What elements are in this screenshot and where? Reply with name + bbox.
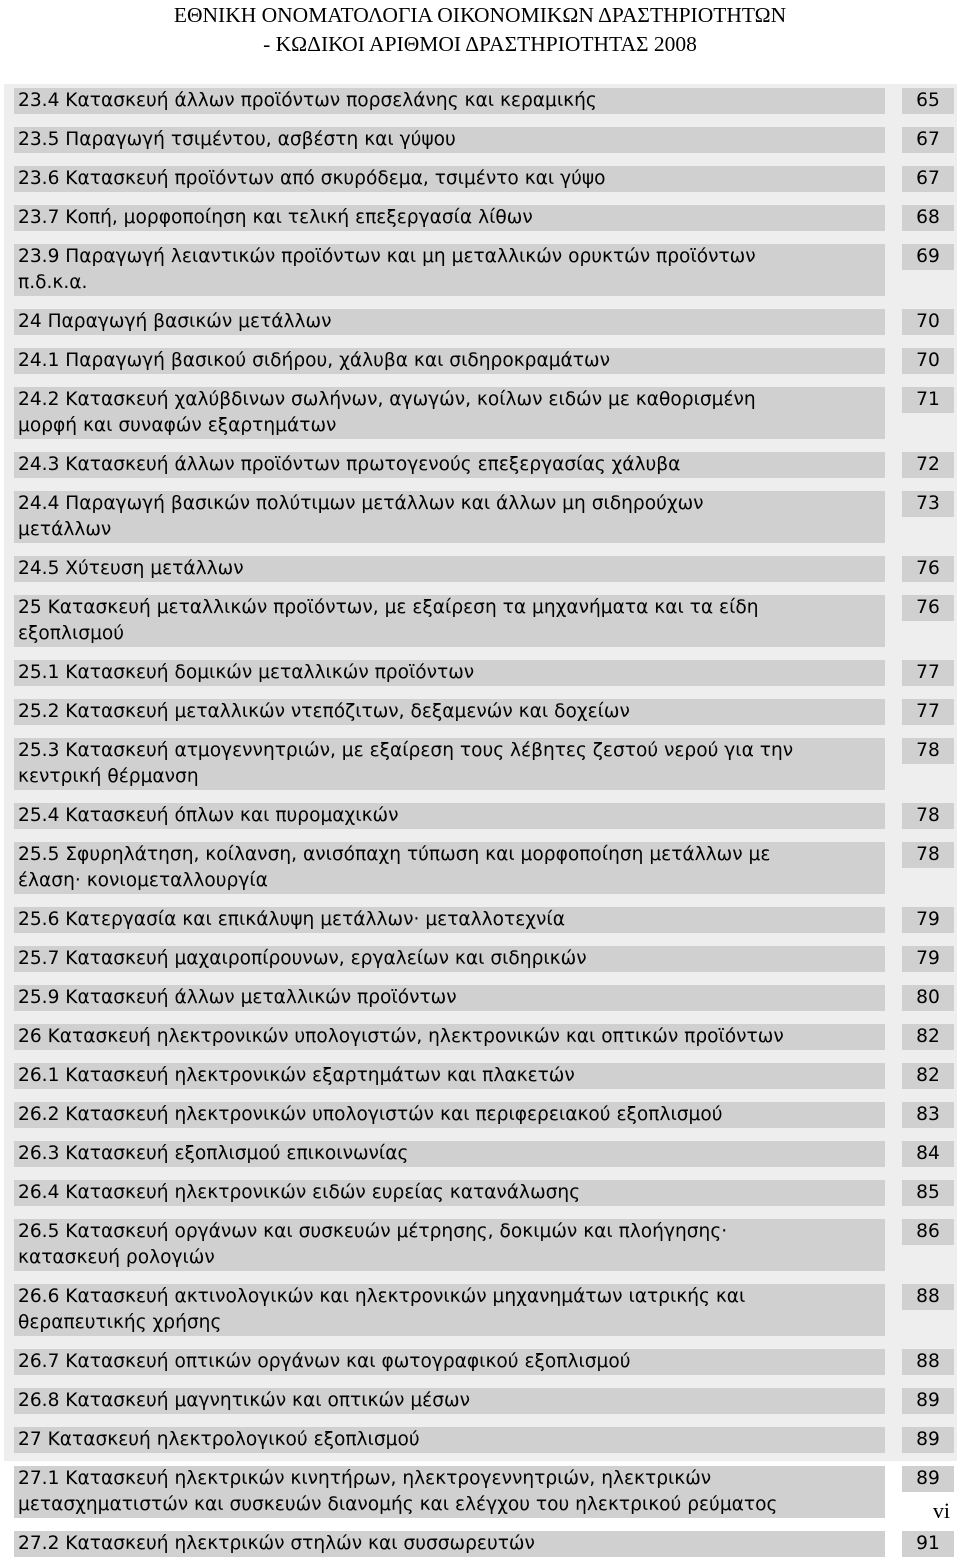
toc-entry-title (14, 127, 885, 153)
toc-entry-title-line: 26.4 Κατασκευή ηλεκτρονικών ειδών ευρείας κατανάλωσης (18, 1182, 581, 1203)
toc-entry-title-line: κατασκευή ρολογιών (18, 1247, 215, 1268)
toc-entry-page: 78 (902, 803, 954, 829)
toc-entry-title-line: 25.1 Κατασκευή δομικών μεταλλικών προϊόντων (18, 662, 475, 683)
toc-entry-title (14, 1180, 885, 1206)
toc-entry-title (14, 1427, 885, 1453)
toc-entry-title (14, 907, 885, 933)
toc-entry-page: 78 (902, 738, 954, 764)
toc-entry[interactable] (14, 491, 954, 543)
toc-entry-title-line: 26.7 Κατασκευή οπτικών οργάνων και φωτογραφικού εξοπλισμού (18, 1351, 631, 1372)
toc-entry-title (14, 348, 885, 374)
toc-entry-page: 83 (902, 1102, 954, 1128)
toc-entry[interactable] (14, 1531, 954, 1557)
toc-entry[interactable] (14, 1024, 954, 1050)
toc-entry-title-line: 25.5 Σφυρηλάτηση, κοίλανση, ανισόπαχη τύπωση και μορφοποίηση μετάλλων με (18, 844, 771, 865)
toc-entry-title-line: 24.2 Κατασκευή χαλύβδινων σωλήνων, αγωγών, κοίλων ειδών με καθορισμένη (18, 389, 756, 410)
toc-entry-title (14, 1024, 885, 1050)
toc-entry-title-line: 26.6 Κατασκευή ακτινολογικών και ηλεκτρονικών μηχανημάτων ιατρικής και (18, 1286, 746, 1307)
running-header (0, 0, 960, 62)
header-title: ΕΘΝΙΚΗ ΟΝΟΜΑΤΟΛΟΓΙΑ ΟΙΚΟΝΟΜΙΚΩΝ ΔΡΑΣΤΗΡΙΟΤΗΤΩΝ (173, 3, 787, 27)
toc-entry[interactable] (14, 1427, 954, 1453)
toc-entry[interactable] (14, 842, 954, 894)
toc-entry[interactable] (14, 309, 954, 335)
toc-entry[interactable] (14, 907, 954, 933)
toc-entry-page: 89 (902, 1466, 954, 1492)
toc-entry-title-line: 23.4 Κατασκευή άλλων προϊόντων πορσελάνης και κεραμικής (18, 90, 597, 111)
toc-entry-title (14, 699, 885, 725)
toc-entry-page: 77 (902, 660, 954, 686)
toc-entry-title-line: εξοπλισμού (18, 623, 125, 644)
toc-entry-title (14, 1349, 885, 1375)
toc-entry-page: 89 (902, 1427, 954, 1453)
toc-entry-title-line: 25.9 Κατασκευή άλλων μεταλλικών προϊόντων (18, 987, 457, 1008)
toc-entry[interactable] (14, 127, 954, 153)
toc-entry-title-line: θεραπευτικής χρήσης (18, 1312, 222, 1333)
toc-entry-title-line: μετασχηματιστών και συσκευών διανομής και ελέγχου του ηλεκτρικού ρεύματος (18, 1494, 778, 1515)
toc-entry-title-line: 26.1 Κατασκευή ηλεκτρονικών εξαρτημάτων και πλακετών (18, 1065, 575, 1086)
toc-entry[interactable] (14, 1063, 954, 1089)
toc-entry-title-line: 25.3 Κατασκευή ατμογεννητριών, με εξαίρεση τους λέβητες ζεστού νερού για την (18, 740, 794, 761)
toc-entry-title (14, 660, 885, 686)
toc-entry-title-line: 27.1 Κατασκευή ηλεκτρικών κινητήρων, ηλεκτρογεννητριών, ηλεκτρικών (18, 1468, 712, 1489)
toc-entry-title-line: 25 Κατασκευή μεταλλικών προϊόντων, με εξαίρεση τα μηχανήματα και τα είδη (18, 597, 759, 618)
toc-entry-title-line: μορφή και συναφών εξαρτημάτων (18, 415, 337, 436)
toc-entry-title (14, 1102, 885, 1128)
toc-entry[interactable] (14, 738, 954, 790)
toc-entry-title-line: 24.4 Παραγωγή βασικών πολύτιμων μετάλλων και άλλων μη σιδηρούχων (18, 493, 704, 514)
toc-entry-page: 79 (902, 946, 954, 972)
toc-entry-title-line: 23.5 Παραγωγή τσιμέντου, ασβέστη και γύψου (18, 129, 456, 150)
toc-entry-title-line: 23.6 Κατασκευή προϊόντων από σκυρόδεμα, τσιμέντο και γύψο (18, 168, 606, 189)
toc-entry-page: 73 (902, 491, 954, 517)
toc-entry-title-line: 27.2 Κατασκευή ηλεκτρικών στηλών και συσσωρευτών (18, 1533, 535, 1554)
toc-entry[interactable] (14, 985, 954, 1011)
toc-entry-page: 70 (902, 348, 954, 374)
toc-entry-page: 71 (902, 387, 954, 413)
toc-entry[interactable] (14, 1180, 954, 1206)
toc-entry[interactable] (14, 595, 954, 647)
toc-entry-page: 67 (902, 127, 954, 153)
toc-entry[interactable] (14, 1219, 954, 1271)
toc-entry[interactable] (14, 452, 954, 478)
toc-entry-title-line: 25.6 Κατεργασία και επικάλυψη μετάλλων· μεταλλοτεχνία (18, 909, 565, 930)
toc-entry-title (14, 556, 885, 582)
toc-entry-title-line: κεντρική θέρμανση (18, 766, 199, 787)
toc-entry[interactable] (14, 166, 954, 192)
toc-entry[interactable] (14, 387, 954, 439)
toc-entry-title (14, 387, 885, 439)
toc-entry-title-line: 26.8 Κατασκευή μαγνητικών και οπτικών μέσων (18, 1390, 470, 1411)
toc-entry[interactable] (14, 556, 954, 582)
toc-entry-page: 76 (902, 595, 954, 621)
toc-entry-page: 76 (902, 556, 954, 582)
toc-entry-title (14, 595, 885, 647)
toc-entry-title-line: 25.4 Κατασκευή όπλων και πυρομαχικών (18, 805, 399, 826)
toc-entry-title (14, 803, 885, 829)
toc-entry-title-line: έλαση· κονιομεταλλουργία (18, 870, 268, 891)
toc-entry-page: 86 (902, 1219, 954, 1245)
toc-entry-page: 85 (902, 1180, 954, 1206)
toc-entry-page: 88 (902, 1349, 954, 1375)
toc-entry[interactable] (14, 1102, 954, 1128)
toc-entry-title-line: 24 Παραγωγή βασικών μετάλλων (18, 311, 332, 332)
toc-entry[interactable] (14, 1349, 954, 1375)
toc-entry-page: 82 (902, 1024, 954, 1050)
toc-entry-page: 65 (902, 88, 954, 114)
toc-entry-title-line: 25.7 Κατασκευή μαχαιροπίρουνων, εργαλείων και σιδηρικών (18, 948, 587, 969)
toc-entry-page: 82 (902, 1063, 954, 1089)
toc-entry-title-line: 26 Κατασκευή ηλεκτρονικών υπολογιστών, ηλεκτρονικών και οπτικών προϊόντων (18, 1026, 784, 1047)
toc-entry[interactable] (14, 699, 954, 725)
toc-entry[interactable] (14, 348, 954, 374)
toc-entry[interactable] (14, 205, 954, 231)
toc-entry-title-line: 24.1 Παραγωγή βασικού σιδήρου, χάλυβα και σιδηροκραμάτων (18, 350, 610, 371)
toc-entry-page: 68 (902, 205, 954, 231)
toc-entry[interactable] (14, 1141, 954, 1167)
toc-entry-title (14, 1141, 885, 1167)
toc-entry[interactable] (14, 1284, 954, 1336)
toc-entry-title-line: π.δ.κ.α. (18, 272, 88, 293)
toc-entry-title (14, 244, 885, 296)
toc-entry-title (14, 1531, 885, 1557)
toc-entry-page: 88 (902, 1284, 954, 1310)
toc-entry-title-line: 25.2 Κατασκευή μεταλλικών ντεπόζιτων, δεξαμενών και δοχείων (18, 701, 630, 722)
toc-entry-page: 80 (902, 985, 954, 1011)
toc-entry-title (14, 985, 885, 1011)
toc-entry-title-line: 24.5 Χύτευση μετάλλων (18, 558, 244, 579)
toc-entry-title (14, 309, 885, 335)
toc-entry-title (14, 1466, 885, 1518)
toc-entry-page: 77 (902, 699, 954, 725)
toc-entry[interactable] (14, 660, 954, 686)
toc-entry-page: 69 (902, 244, 954, 270)
toc-entry-page: 79 (902, 907, 954, 933)
toc-entry-title (14, 88, 885, 114)
toc-entry-page: 78 (902, 842, 954, 868)
toc-entry-page: 91 (902, 1531, 954, 1557)
toc-entry-title-line: 26.3 Κατασκευή εξοπλισμού επικοινωνίας (18, 1143, 409, 1164)
toc-entry-page: 67 (902, 166, 954, 192)
toc-entry-title-line: 23.7 Κοπή, μορφοποίηση και τελική επεξεργασία λίθων (18, 207, 533, 228)
header-subtitle: - ΚΩΔΙΚΟΙ ΑΡΙΘΜΟΙ ΔΡΑΣΤΗΡΙΟΤΗΤΑΣ 2008 (263, 32, 697, 56)
toc-entry-title (14, 1284, 885, 1336)
toc-entry-page: 84 (902, 1141, 954, 1167)
toc-entry-title-line: 24.3 Κατασκευή άλλων προϊόντων πρωτογενούς επεξεργασίας χάλυβα (18, 454, 681, 475)
toc-entry-title-line: 26.2 Κατασκευή ηλεκτρονικών υπολογιστών και περιφερειακού εξοπλισμού (18, 1104, 723, 1125)
toc-entry-title (14, 842, 885, 894)
toc-entry-title (14, 205, 885, 231)
toc-entry-title-line: 26.5 Κατασκευή οργάνων και συσκευών μέτρησης, δοκιμών και πλοήγησης· (18, 1221, 728, 1242)
toc-entry-title-line: μετάλλων (18, 519, 112, 540)
toc-entry-title (14, 1219, 885, 1271)
toc-entry-title (14, 1388, 885, 1414)
toc-entry-title (14, 452, 885, 478)
toc-entry-title (14, 491, 885, 543)
toc-entry-page: 72 (902, 452, 954, 478)
toc-entry[interactable] (14, 1388, 954, 1414)
toc-entry-title (14, 946, 885, 972)
toc-entry-title-line: 23.9 Παραγωγή λειαντικών προϊόντων και μη μεταλλικών ορυκτών προϊόντων (18, 246, 756, 267)
toc-entry-title (14, 166, 885, 192)
toc-entry-page: 70 (902, 309, 954, 335)
toc-entry-page: 89 (902, 1388, 954, 1414)
toc-entry-title (14, 738, 885, 790)
toc-entry-title (14, 1063, 885, 1089)
page-number: vi (932, 1498, 950, 1523)
toc-entry[interactable] (14, 803, 954, 829)
toc-entry[interactable] (14, 1466, 954, 1518)
toc-entry[interactable] (14, 244, 954, 296)
toc-entry[interactable] (14, 88, 954, 114)
toc-entry-title-line: 27 Κατασκευή ηλεκτρολογικού εξοπλισμού (18, 1429, 420, 1450)
toc-entry[interactable] (14, 946, 954, 972)
